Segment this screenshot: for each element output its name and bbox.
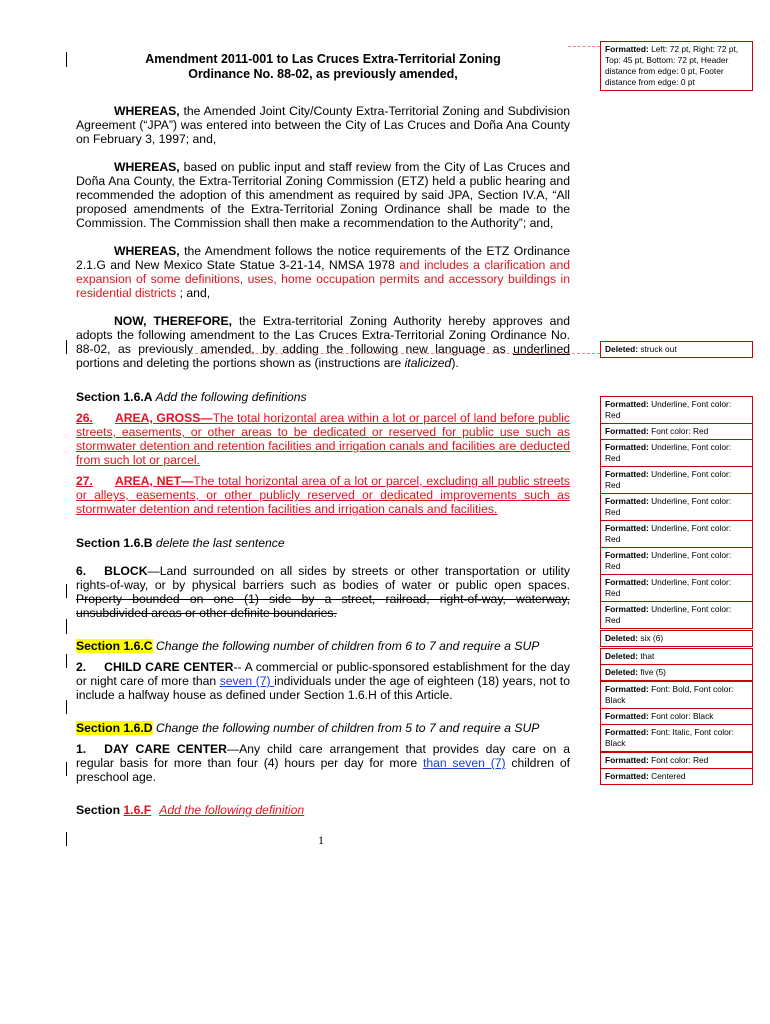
definition-text: -- A commercial or public-sponsored establishment for the day or night care of more than <box>76 660 570 688</box>
section-1-6-c <box>76 639 570 653</box>
change-bar <box>66 619 67 634</box>
document-title-line2: Ordinance No. 88-02, as previously amended, <box>188 67 458 81</box>
markup-balloon[interactable] <box>600 439 753 467</box>
markup-balloon[interactable] <box>600 630 753 647</box>
balloon-label: Deleted: <box>605 667 639 677</box>
balloon-connector <box>190 353 600 354</box>
balloon-text: Font: Italic, Font color: Black <box>605 727 734 748</box>
paragraph-text: the Extra-territorial Zoning Authority hereby approves and adopts the following amendment to the Las Cruces Extra-Territorial Zoning Ordinance No. 88-02, as previously amended, by adding the following new language as <box>76 314 570 356</box>
balloon-text: struck out <box>638 344 677 354</box>
change-bar <box>66 340 67 354</box>
section-instruction: Add the following definition <box>159 803 305 817</box>
paragraph-text: the Amendment follows the notice requirements of the ETZ Ordinance 2.1.G and New Mexico State Statue 3-21-14, NMSA 1978 <box>76 244 570 272</box>
section-heading: Section 1.6.D <box>76 721 153 735</box>
document-title-line1: Amendment 2011-001 to Las Cruces Extra-Territorial Zoning <box>145 52 501 66</box>
definition-block <box>76 564 570 620</box>
whereas-paragraph-2 <box>76 160 570 230</box>
balloon-text: Font color: Red <box>648 755 709 765</box>
inserted-text: seven (7) <box>219 674 275 688</box>
paragraph-text: (instructions are <box>314 356 405 370</box>
definition-text: The total horizontal area of a lot or parcel, excluding all public streets or alleys, easements, or other publicly reserved or dedicated improvements such as stormwater detention and retention facilities and irrigation canals and facilities. <box>76 474 570 516</box>
balloon-text: Font color: Red <box>648 426 709 436</box>
definition-term: CHILD CARE CENTER <box>104 660 234 674</box>
markup-balloon[interactable] <box>600 466 753 494</box>
paragraph-end: ). <box>451 356 459 370</box>
balloon-text: Underline, Font color: Red <box>605 469 732 490</box>
definition-term: BLOCK <box>104 564 148 578</box>
change-bar <box>66 584 67 598</box>
markup-balloon[interactable] <box>600 768 753 785</box>
balloon-connector <box>568 46 600 47</box>
markup-balloon[interactable] <box>600 601 753 629</box>
balloon-label: Formatted: <box>605 442 649 452</box>
markup-balloon[interactable] <box>600 341 753 358</box>
underlined-word: underlined <box>513 342 570 356</box>
balloon-label: Formatted: <box>605 755 649 765</box>
markup-balloon[interactable] <box>600 708 753 725</box>
now-therefore-paragraph <box>76 314 570 370</box>
markup-balloon[interactable] <box>600 681 753 709</box>
balloon-text: Underline, Font color: Red <box>605 523 732 544</box>
balloon-label: Formatted: <box>605 604 649 614</box>
balloon-text: Font: Bold, Font color: Black <box>605 684 734 705</box>
balloon-label: Formatted: <box>605 577 649 587</box>
definition-term: AREA, NET— <box>114 474 194 488</box>
balloon-label: Formatted: <box>605 426 649 436</box>
document-body[interactable] <box>76 52 570 817</box>
definition-text: individuals under the age of eighteen (18) years, not to include a halfway house as defined under Section 1.6.H of this Article. <box>76 674 570 702</box>
definition-number: 27. <box>76 474 93 488</box>
balloon-label: Formatted: <box>605 399 649 409</box>
balloon-text: Underline, Font color: Red <box>605 496 732 517</box>
definition-day-care-center <box>76 742 570 784</box>
whereas-paragraph-3 <box>76 244 570 300</box>
deleted-text: Property bounded on one (1) side by a street, railroad, right-of-way, waterway, unsubdivided areas or other definite boundaries. <box>76 592 570 620</box>
balloon-text: Underline, Font color: Red <box>605 577 732 598</box>
definition-text: —Any child care arrangement that provides day care on a regular basis for more than four (4) hours per day for more <box>76 742 570 770</box>
markup-balloon[interactable] <box>600 396 753 424</box>
section-heading: Section 1.6.B <box>76 536 153 550</box>
section-1-6-b <box>76 536 570 550</box>
balloon-text: Centered <box>648 771 686 781</box>
section-heading: Section 1.6.C <box>76 639 153 653</box>
change-bar <box>66 700 67 714</box>
section-1-6-a <box>76 390 570 404</box>
balloon-label: Formatted: <box>605 550 649 560</box>
change-bar <box>66 52 67 67</box>
balloon-text: Left: 72 pt, Right: 72 pt, Top: 45 pt, Bottom: 72 pt, Header distance from edge: 0 pt, Footer distance from edge: 0 pt <box>605 44 739 87</box>
markup-balloon[interactable] <box>600 752 753 769</box>
markup-balloon[interactable] <box>600 724 753 752</box>
page-number: 1 <box>318 833 324 847</box>
definition-26 <box>76 411 570 467</box>
section-instruction: delete the last sentence <box>152 536 285 550</box>
markup-balloon[interactable] <box>600 664 753 681</box>
section-instruction: Change the following number of children from 6 to 7 and require a SUP <box>152 639 540 653</box>
balloon-label: Deleted: <box>605 633 639 643</box>
definition-number: 1. <box>76 742 87 756</box>
paragraph-end: ; and, <box>176 286 211 300</box>
balloon-text: Underline, Font color: Red <box>605 442 732 463</box>
balloon-label: Formatted: <box>605 44 649 54</box>
definition-term: AREA, GROSS— <box>114 411 213 425</box>
paragraph-text: based on public input and staff review from the City of Las Cruces and Doña Ana County, the Extra-Territorial Zoning Commission (ETZ) held a public hearing and recommended the adoption of this amendment as required by said JPA, Section IV.A, “All proposed amendments of the Extra-Territorial Zoning Ordinance shall be made to the Commission. The Commission shall then make a recommendation to the Authority”; and, <box>76 160 570 230</box>
definition-child-care-center <box>76 660 570 702</box>
definition-text: The total horizontal area within a lot or parcel of land before public streets, easements, or other areas to be dedicated or reserved for public use such as stormwater detention and retention facilities and irrigation canals and facilities are deducted from such lot or parcel. <box>76 411 570 467</box>
section-number: 1.6.F <box>123 803 152 817</box>
definition-term: DAY CARE CENTER <box>104 742 227 756</box>
balloon-label: Deleted: <box>605 651 639 661</box>
balloon-text: Underline, Font color: Red <box>605 550 732 571</box>
markup-balloon[interactable] <box>600 520 753 548</box>
balloon-label: Formatted: <box>605 771 649 781</box>
section-1-6-d <box>76 721 570 735</box>
paragraph-lead: WHEREAS, <box>114 160 180 174</box>
markup-balloon[interactable] <box>600 423 753 440</box>
inserted-text: than seven (7) <box>422 756 506 770</box>
paragraph-text: portions and deleting the portions shown as <box>76 356 315 370</box>
section-1-6-f <box>76 803 570 817</box>
section-heading: Section <box>76 803 124 817</box>
whereas-paragraph-1 <box>76 104 570 146</box>
balloon-text: Underline, Font color: Red <box>605 399 732 420</box>
markup-balloon[interactable] <box>600 648 753 665</box>
paragraph-lead: NOW, THEREFORE, <box>114 314 233 328</box>
definition-text: children of preschool age. <box>76 756 570 784</box>
definition-number: 6. <box>76 564 87 578</box>
balloon-label: Formatted: <box>605 711 649 721</box>
balloon-label: Deleted: <box>605 344 639 354</box>
balloon-text: six (6) <box>638 633 664 643</box>
section-heading: Section 1.6.A <box>76 390 153 404</box>
balloon-text: Underline, Font color: Red <box>605 604 732 625</box>
definition-number: 2. <box>76 660 87 674</box>
definition-text: —Land surrounded on all sides by streets or other transportation or utility rights-of-way, or by physical barriers such as bodies of water or public open spaces. <box>76 564 570 592</box>
paragraph-lead: WHEREAS, <box>114 244 180 258</box>
markup-balloon[interactable] <box>600 574 753 602</box>
italic-word: italicized <box>404 356 452 370</box>
inserted-text: and includes a clarification and expansion of some definitions, uses, home occupation permits and accessory buildings in residential districts <box>76 258 571 300</box>
paragraph-lead: WHEREAS, <box>114 104 180 118</box>
balloon-text: five (5) <box>638 667 666 677</box>
section-instruction: Change the following number of children from 5 to 7 and require a SUP <box>152 721 540 735</box>
section-instruction: Add the following definitions <box>152 390 307 404</box>
balloon-text: Font color: Black <box>648 711 714 721</box>
balloon-label: Formatted: <box>605 523 649 533</box>
balloon-label: Formatted: <box>605 684 649 694</box>
definition-27 <box>76 474 570 516</box>
balloon-label: Formatted: <box>605 496 649 506</box>
change-bar <box>66 762 67 776</box>
balloon-text: that <box>638 651 655 661</box>
definition-number: 26. <box>76 411 93 425</box>
change-bar <box>66 654 67 668</box>
balloon-label: Formatted: <box>605 727 649 737</box>
markup-balloon[interactable] <box>600 41 753 91</box>
balloon-label: Formatted: <box>605 469 649 479</box>
markup-balloon[interactable] <box>600 493 753 521</box>
change-bar <box>66 832 67 846</box>
paragraph-text: the Amended Joint City/County Extra-Territorial Zoning and Subdivision Agreement (“JPA”) was entered into between the City of Las Cruces and Doña Ana County on February 3, 1997; and, <box>76 104 570 146</box>
markup-balloon[interactable] <box>600 547 753 575</box>
